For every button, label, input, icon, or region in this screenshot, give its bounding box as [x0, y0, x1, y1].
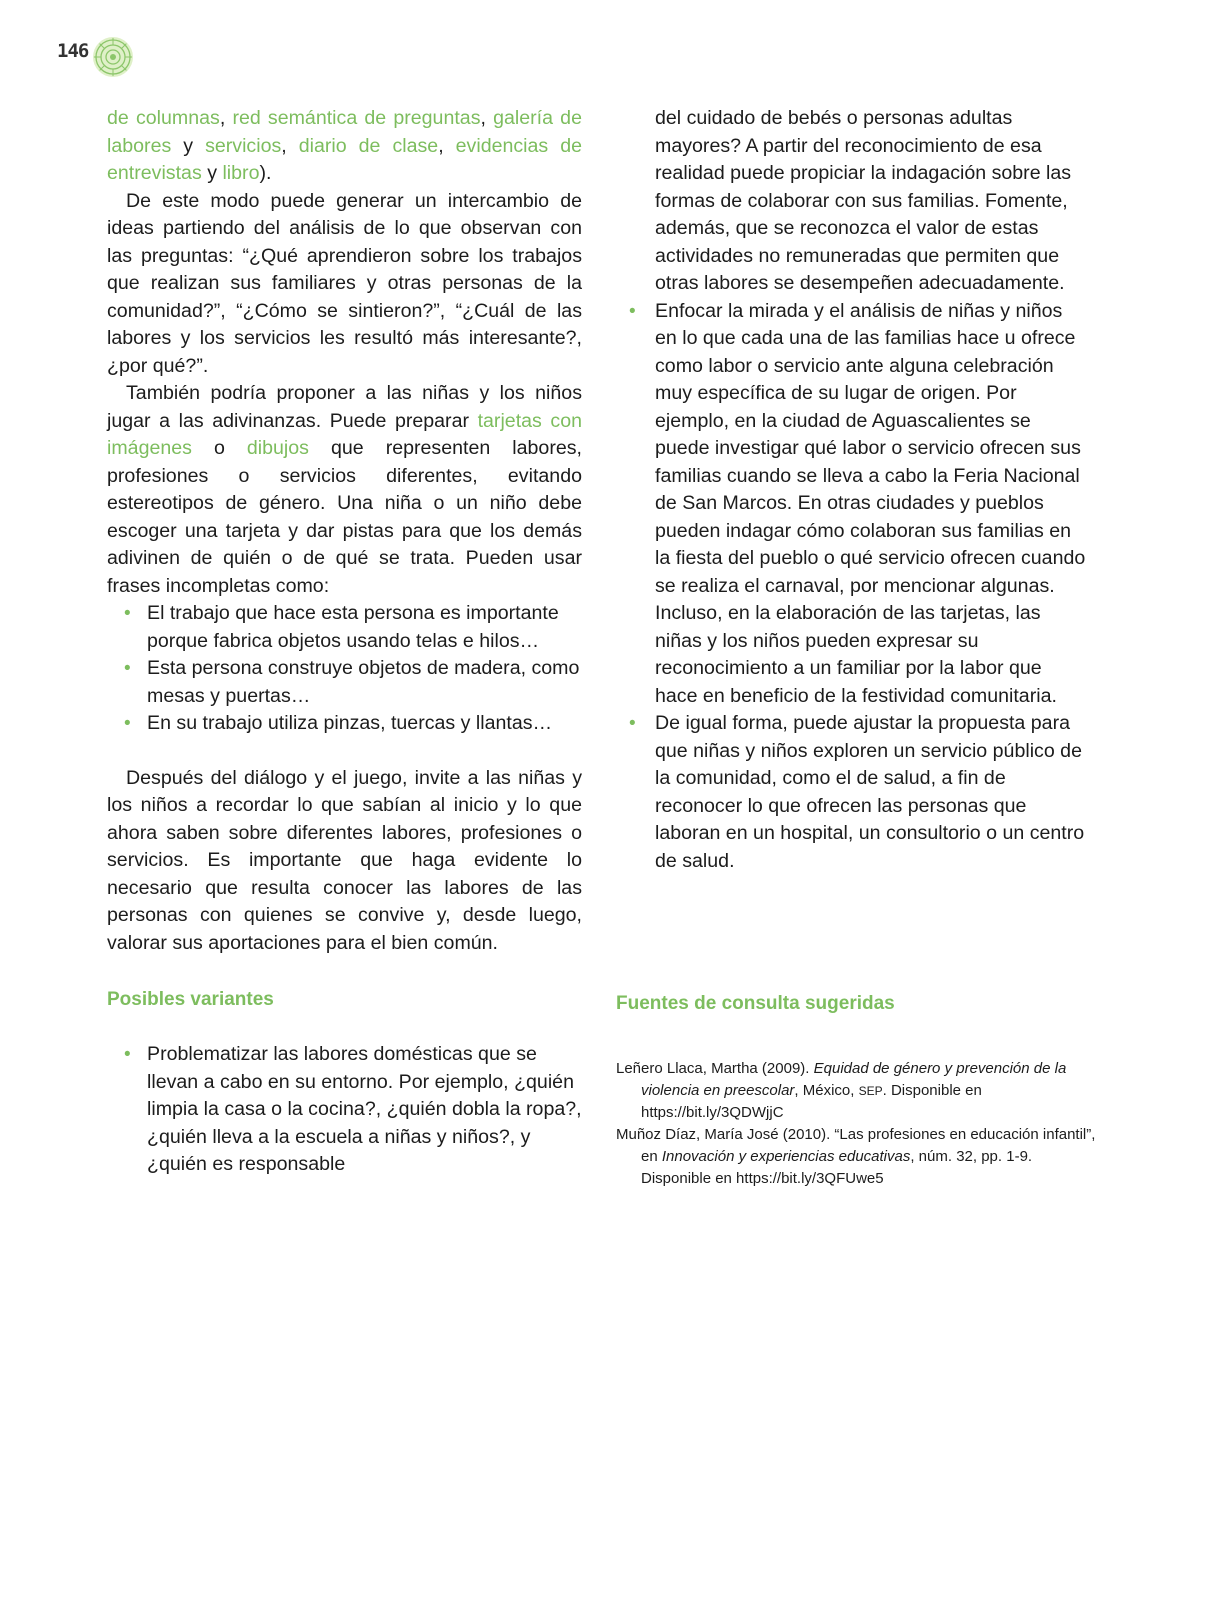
list-item: • Esta persona construye objetos de madera, como mesas y puertas… — [107, 655, 582, 710]
intro-paragraph — [107, 105, 582, 188]
list-item: • En su trabajo utiliza pinzas, tuercas y llantas… — [107, 710, 582, 738]
variants-heading: Posibles variantes — [107, 989, 274, 1010]
ref-title: Equidad de género y prevención de la violencia en preescolar — [641, 1060, 1067, 1099]
text-run: ). — [259, 162, 272, 184]
ref-author: Muñoz Díaz, María José (2010). “Las profesiones en educación infantil”, en — [616, 1126, 1096, 1165]
variants-list — [107, 1041, 582, 1179]
text-run: , — [480, 107, 494, 129]
variants-block — [107, 1041, 582, 1179]
references-list — [616, 1058, 1096, 1190]
resource-link[interactable]: libro — [222, 162, 260, 184]
resource-link[interactable]: servicios — [205, 134, 282, 157]
resource-link[interactable]: tarjetas con imágenes — [107, 409, 582, 459]
resource-link[interactable]: dibujos — [246, 437, 309, 459]
left-column — [107, 105, 582, 957]
list-item: • Enfocar la mirada y el análisis de niñas y niños en lo que cada una de las familias hace u ofrece como labor o servicio ante alguna celebración muy específica de su lugar de origen. Por ejemplo, en la ciudad de Aguascalientes se puede investigar qué labor o servicio ofrecen sus familias cuando se lleva a cabo la Feria Nacional de San Marcos. En otras ciudades y pueblos pueden indagar cómo colaboran sus familias en la fiesta del pueblo o qué servicio ofrecen cuando se realiza el carnaval, por mencionar algunas. Incluso, en la elaboración de las tarjetas, las niñas y los niños pueden expresar su reconocimiento a un familiar por la labor que hace en beneficio de la festividad comunitaria. — [620, 298, 1088, 711]
text-run: También podría proponer a las niñas y los niños jugar a las adivinanzas. Puede preparar — [107, 382, 582, 432]
resource-link[interactable]: galería de labores — [107, 107, 582, 157]
reference-item — [616, 1124, 1096, 1190]
riddles-paragraph — [107, 380, 582, 600]
text-run: , — [219, 107, 233, 129]
text-run: y — [201, 162, 223, 184]
text-run: y — [171, 134, 206, 157]
ref-journal: Innovación y experiencias educativas — [661, 1148, 911, 1165]
text-run: , México, — [794, 1082, 859, 1099]
dialogue-paragraph: De este modo puede generar un intercambio de ideas partiendo del análisis de lo que observan con las preguntas: “¿Qué aprendieron sobre los trabajos que realizan sus familiares y otras personas de la comunidad?”, “¿Cómo se sintieron?”, “¿Cuál de las labores y los servicios les resultó más interesante?, ¿por qué?”. — [107, 189, 582, 377]
ref-link[interactable]: . Disponible en https://bit.ly/3QDWjjC — [641, 1082, 982, 1121]
page-number: 146 — [57, 40, 89, 62]
list-item: • El trabajo que hace esta persona es importante porque fabrica objetos usando telas e hilos… — [107, 600, 582, 655]
resource-link[interactable]: red semántica de preguntas — [232, 107, 481, 129]
resource-link[interactable]: evidencias de entrevistas — [107, 134, 583, 184]
sources-heading: Fuentes de consulta sugeridas — [616, 993, 895, 1014]
riddle-examples-list — [107, 600, 582, 738]
continuation-paragraph: del cuidado de bebés o personas adultas mayores? A partir del reconocimiento de esa realidad puede propiciar la indagación sobre las formas de colaborar con sus familias. Fomente, además, que se reconozca el valor de estas actividades no remuneradas que permiten que otras labores se desempeñen adecuadamente. — [655, 107, 1072, 294]
resource-link[interactable]: de columnas — [107, 107, 220, 129]
ref-link[interactable]: , núm. 32, pp. 1-9. Disponible en https://bit.ly/3QFUwe5 — [641, 1148, 1033, 1187]
green-circular-seal-icon — [92, 36, 134, 78]
text-run: o — [191, 437, 247, 459]
text-run: SEP — [858, 1084, 883, 1098]
right-column — [620, 105, 1088, 875]
variants-list-continued — [620, 298, 1088, 876]
reference-item — [616, 1058, 1096, 1124]
closing-paragraph: Después del diálogo y el juego, invite a las niñas y los niños a recordar lo que sabían al inicio y lo que ahora saben sobre diferentes labores, profesiones o servicios. Es importante que haga evidente lo necesario que resulta conocer las labores de las personas con quienes se convive y, desde luego, valorar sus aportaciones para el bien común. — [107, 766, 582, 954]
list-item: • De igual forma, puede ajustar la propuesta para que niñas y niños exploren un servicio público de la comunidad, como el de salud, a fin de reconocer lo que ofrecen las personas que laboran en un hospital, un consultorio o un centro de salud. — [620, 710, 1088, 875]
ref-author: Leñero Llaca, Martha (2009). — [616, 1060, 814, 1077]
resource-link[interactable]: diario de clase — [298, 134, 439, 157]
text-run: , — [281, 134, 299, 157]
text-run: , — [438, 134, 456, 157]
text-run: que representen labores, profesiones o servicios diferentes, evitando estereotipos de género. Una niña o un niño debe escoger una tarjeta y dar pistas para que los demás adivinen de quién o de qué se trata. Pueden usar frases incompletas como: — [107, 437, 582, 597]
list-item: • Problematizar las labores domésticas que se llevan a cabo en su entorno. Por ejemplo, ¿quién limpia la casa o la cocina?, ¿quién dobla la ropa?, ¿quién lleva a la escuela a niñas y niños?, y ¿quién es responsable — [107, 1041, 582, 1179]
